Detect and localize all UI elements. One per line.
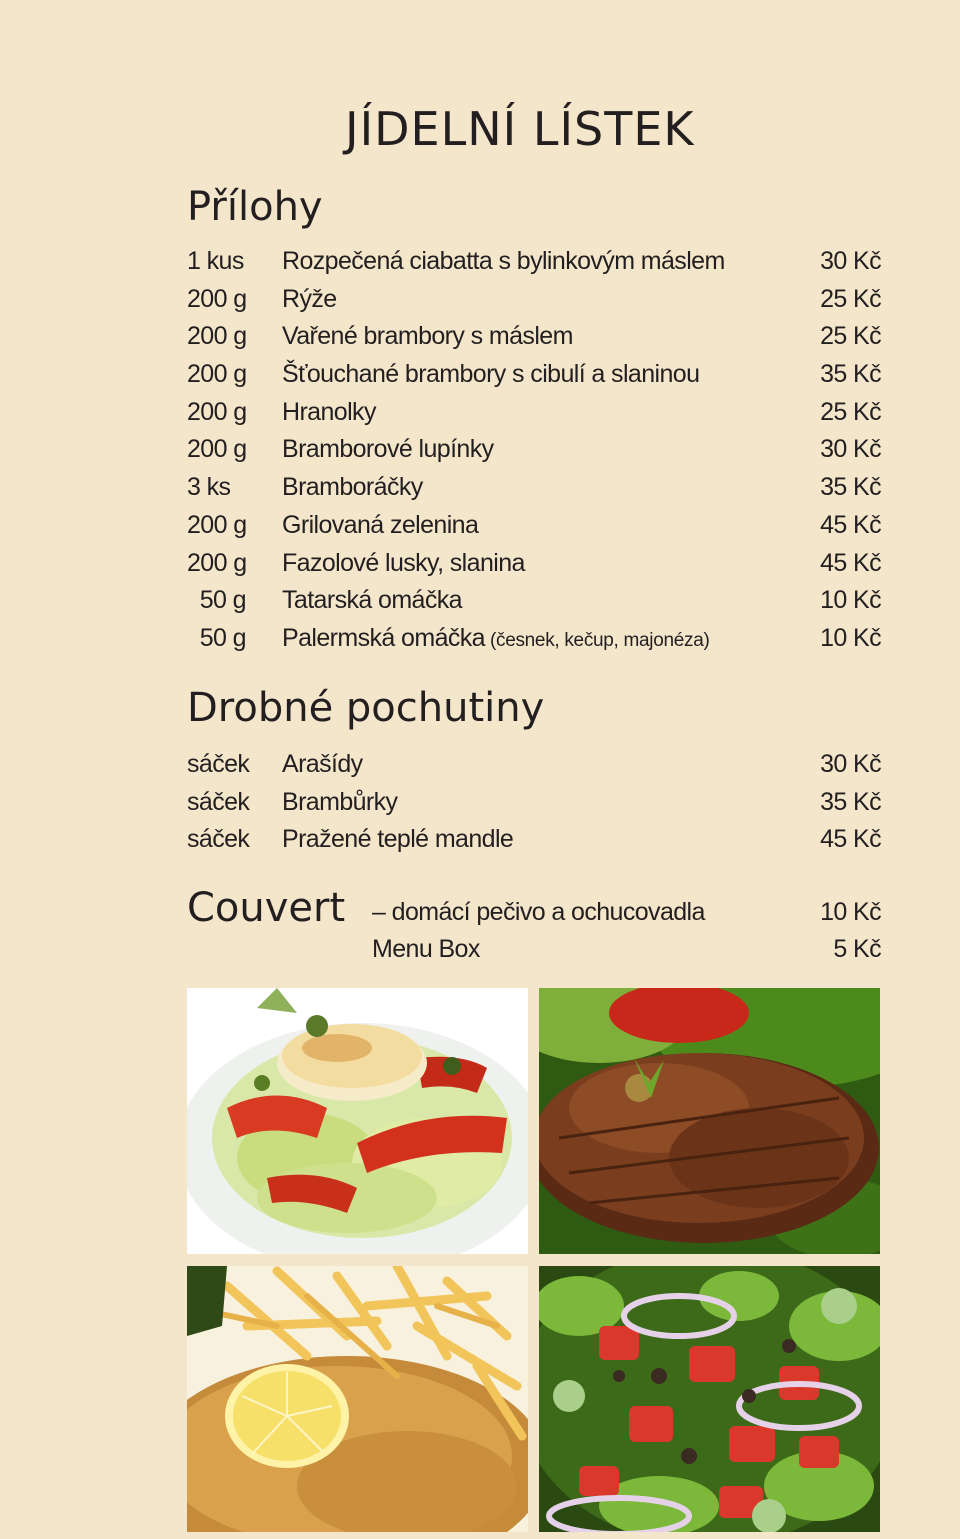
item-name-text: Bramborové lupínky bbox=[282, 435, 494, 464]
item-quantity: 3 ks bbox=[187, 473, 231, 502]
item-price: 35 Kč bbox=[820, 473, 881, 502]
couvert-item bbox=[372, 931, 881, 968]
section-heading-pochutiny: Drobné pochutiny bbox=[187, 685, 545, 731]
photo-cheese-salad bbox=[187, 988, 528, 1254]
item-quantity: 200 g bbox=[187, 322, 247, 351]
menu-title: JÍDELNÍ LÍSTEK bbox=[345, 102, 695, 156]
menu-item-row bbox=[187, 394, 881, 432]
couvert-item bbox=[372, 894, 881, 931]
item-note: (česnek, kečup, majonéza) bbox=[484, 629, 710, 651]
item-name-text: Pražené teplé mandle bbox=[282, 825, 514, 854]
item-name-text: Fazolové lusky, slanina bbox=[282, 548, 525, 577]
menu-item-row bbox=[187, 821, 881, 859]
item-price: 30 Kč bbox=[820, 435, 881, 464]
couvert-section bbox=[187, 880, 881, 970]
section-heading-prilohy: Přílohy bbox=[187, 184, 323, 230]
pochutiny-list bbox=[187, 746, 881, 859]
item-name bbox=[282, 545, 820, 583]
item-name bbox=[282, 243, 820, 281]
menu-item-row bbox=[187, 469, 881, 507]
section-heading-couvert: Couvert bbox=[187, 885, 346, 931]
item-name bbox=[282, 507, 820, 545]
item-quantity: 200 g bbox=[187, 548, 247, 577]
menu-item-row bbox=[187, 746, 881, 784]
item-price: 25 Kč bbox=[820, 322, 881, 351]
item-name bbox=[282, 582, 820, 620]
item-name bbox=[282, 281, 820, 319]
item-price: 25 Kč bbox=[820, 397, 881, 426]
menu-item-row bbox=[187, 356, 881, 394]
item-name-text: Grilovaná zelenina bbox=[282, 510, 479, 539]
item-name bbox=[282, 620, 820, 660]
couvert-item-price: 5 Kč bbox=[833, 935, 881, 963]
item-quantity: 50 g bbox=[187, 623, 246, 652]
item-price: 45 Kč bbox=[820, 510, 881, 539]
menu-item-row bbox=[187, 784, 881, 822]
photo-steak bbox=[539, 988, 880, 1254]
item-price: 10 Kč bbox=[820, 623, 881, 652]
item-name-text: Šťouchané brambory s cibulí a slaninou bbox=[282, 360, 700, 389]
item-name bbox=[282, 746, 820, 784]
item-price: 35 Kč bbox=[820, 787, 881, 816]
menu-item-row bbox=[187, 431, 881, 469]
item-quantity: sáček bbox=[187, 787, 250, 816]
item-price: 25 Kč bbox=[820, 284, 881, 313]
photo-schnitzel bbox=[187, 1266, 528, 1532]
menu-item-row bbox=[187, 507, 881, 545]
menu-item-row bbox=[187, 582, 881, 620]
item-name bbox=[282, 431, 820, 469]
item-name-text: Tatarská omáčka bbox=[282, 586, 462, 615]
menu-item-row bbox=[187, 281, 881, 319]
menu-item-row bbox=[187, 243, 881, 281]
item-quantity: 200 g bbox=[187, 435, 247, 464]
item-quantity: 200 g bbox=[187, 284, 247, 313]
item-name bbox=[282, 469, 820, 507]
photo-vegetable-salad bbox=[539, 1266, 880, 1532]
item-quantity: sáček bbox=[187, 750, 250, 778]
item-quantity: 200 g bbox=[187, 360, 247, 389]
item-name bbox=[282, 821, 820, 859]
item-name-text: Brambůrky bbox=[282, 787, 398, 816]
item-name-text: Palermská omáčka bbox=[282, 623, 485, 652]
item-quantity: 200 g bbox=[187, 397, 247, 426]
couvert-item-name: – domácí pečivo a ochucovadla bbox=[372, 898, 705, 926]
menu-item-row bbox=[187, 318, 881, 356]
item-name-text: Hranolky bbox=[282, 397, 376, 426]
menu-item-row bbox=[187, 620, 881, 658]
item-price: 30 Kč bbox=[820, 247, 881, 275]
item-price: 30 Kč bbox=[820, 750, 881, 778]
item-quantity: sáček bbox=[187, 825, 250, 854]
item-name-text: Rýže bbox=[282, 284, 337, 313]
item-name-text: Rozpečená ciabatta s bylinkovým máslem bbox=[282, 247, 725, 275]
menu-item-row bbox=[187, 545, 881, 583]
item-name-text: Arašídy bbox=[282, 750, 363, 778]
item-price: 45 Kč bbox=[820, 548, 881, 577]
item-name bbox=[282, 394, 820, 432]
item-quantity: 200 g bbox=[187, 510, 247, 539]
item-name bbox=[282, 318, 820, 356]
prilohy-list bbox=[187, 243, 881, 658]
item-price: 10 Kč bbox=[820, 586, 881, 615]
item-name bbox=[282, 356, 820, 394]
item-name bbox=[282, 784, 820, 822]
couvert-item-name: Menu Box bbox=[372, 935, 480, 963]
item-name-text: Bramboráčky bbox=[282, 473, 423, 502]
couvert-item-price: 10 Kč bbox=[820, 898, 881, 926]
item-price: 45 Kč bbox=[820, 825, 881, 854]
item-quantity: 50 g bbox=[187, 586, 246, 615]
item-price: 35 Kč bbox=[820, 360, 881, 389]
item-name-text: Vařené brambory s máslem bbox=[282, 322, 573, 351]
item-quantity: 1 kus bbox=[187, 247, 244, 275]
